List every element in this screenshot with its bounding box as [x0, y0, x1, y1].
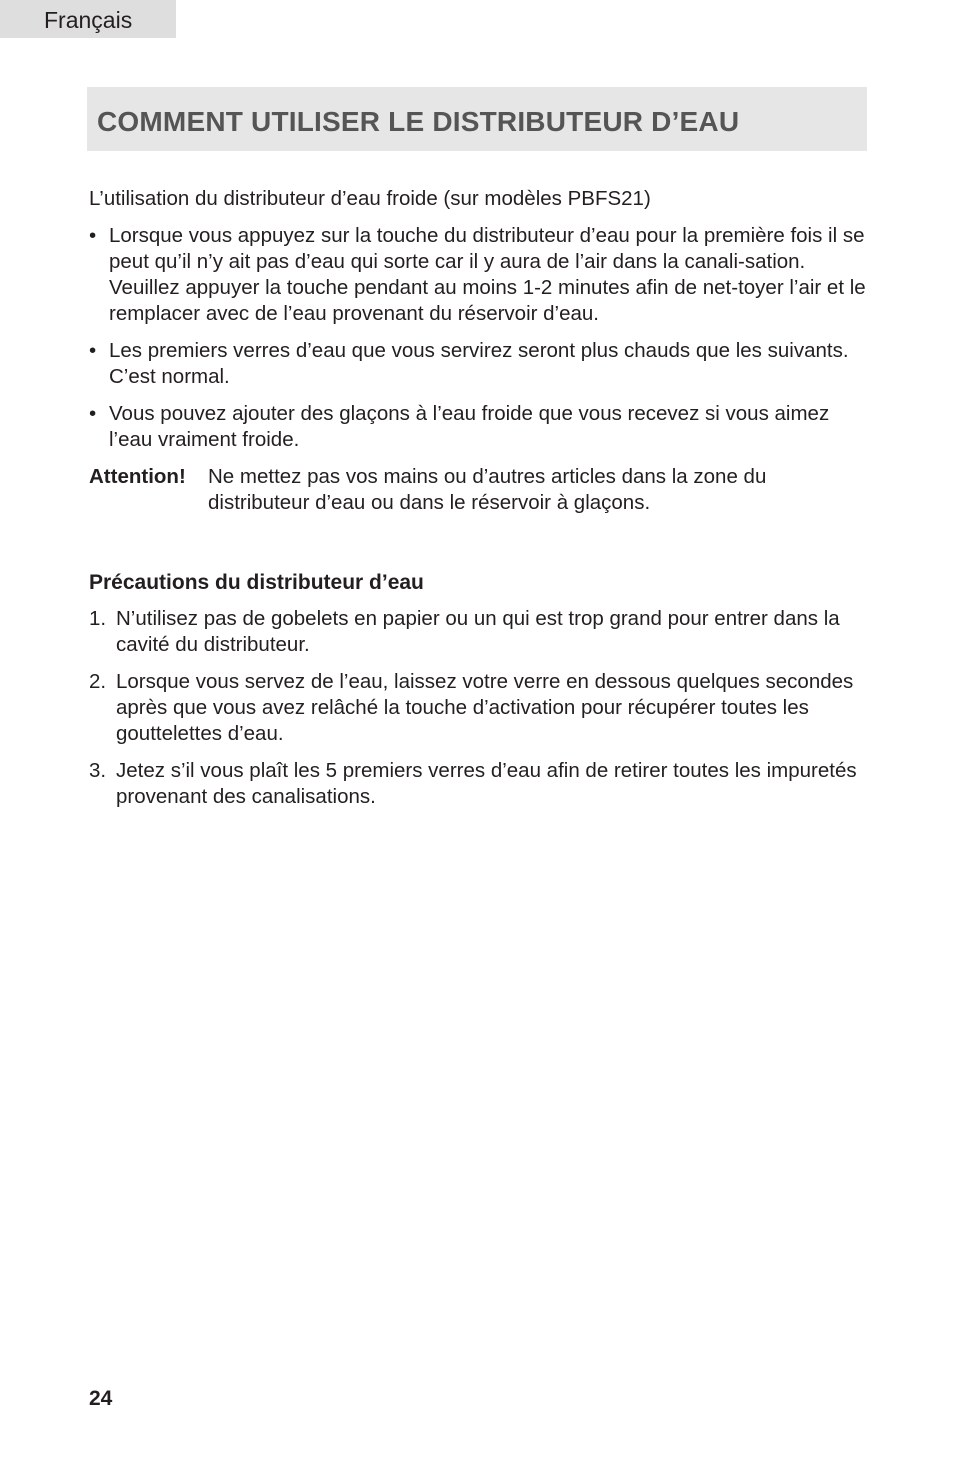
language-tab: [0, 0, 176, 38]
attention-text: Ne mettez pas vos mains ou d’autres articles dans la zone du distributeur d’eau ou dans le réservoir à glaçons.: [208, 465, 767, 514]
list-item: [89, 338, 869, 390]
item-number: 3.: [89, 759, 107, 782]
list-item-text: Les premiers verres d’eau que vous servirez seront plus chauds que les suivants. C’est normal.: [109, 339, 849, 388]
page-number: 24: [89, 1387, 113, 1410]
list-item-text: Lorsque vous servez de l’eau, laissez votre verre en dessous quelques secondes après que vous avez relâché la touche d’activation pour récupérer toutes les gouttelettes d’eau.: [116, 670, 854, 745]
attention-label: Attention!: [89, 465, 186, 488]
bullet-icon: •: [89, 402, 97, 425]
bullet-icon: •: [89, 224, 97, 247]
list-item-text: Vous pouvez ajouter des glaçons à l’eau froide que vous recevez si vous aimez l’eau vraiment froide.: [109, 402, 830, 451]
list-item: [89, 223, 869, 327]
list-item: [89, 669, 869, 747]
attention-note: [89, 464, 869, 516]
bullet-list: [89, 223, 869, 453]
section-title-band: [87, 87, 867, 151]
list-item-text: Lorsque vous appuyez sur la touche du distributeur d’eau pour la première fois il se peut qu’il n’y ait pas d’eau qui sorte car il y aura de l’air dans la canali-sation. Veuillez appuyer la touche pendant au moins 1-2 minutes afin de net-toyer l’air et le remplacer avec de l’eau provenant du réservoir d’eau.: [109, 224, 866, 325]
item-number: 1.: [89, 607, 107, 630]
list-item: [89, 758, 869, 810]
bullet-icon: •: [89, 339, 97, 362]
page-title: COMMENT UTILISER LE DISTRIBUTEUR D’EAU: [97, 106, 740, 137]
list-item-text: N’utilisez pas de gobelets en papier ou un qui est trop grand pour entrer dans la cavité du distributeur.: [116, 607, 840, 656]
list-item: [89, 401, 869, 453]
precautions-list: [89, 606, 869, 810]
precautions-heading: Précautions du distributeur d’eau: [89, 571, 424, 594]
list-item: [89, 606, 869, 658]
language-label: Français: [44, 7, 133, 33]
main-content: [89, 186, 869, 821]
item-number: 2.: [89, 670, 107, 693]
intro-text: L’utilisation du distributeur d’eau froide (sur modèles PBFS21): [89, 187, 651, 210]
list-item-text: Jetez s’il vous plaît les 5 premiers verres d’eau afin de retirer toutes les impuretés provenant des canalisations.: [116, 759, 857, 808]
